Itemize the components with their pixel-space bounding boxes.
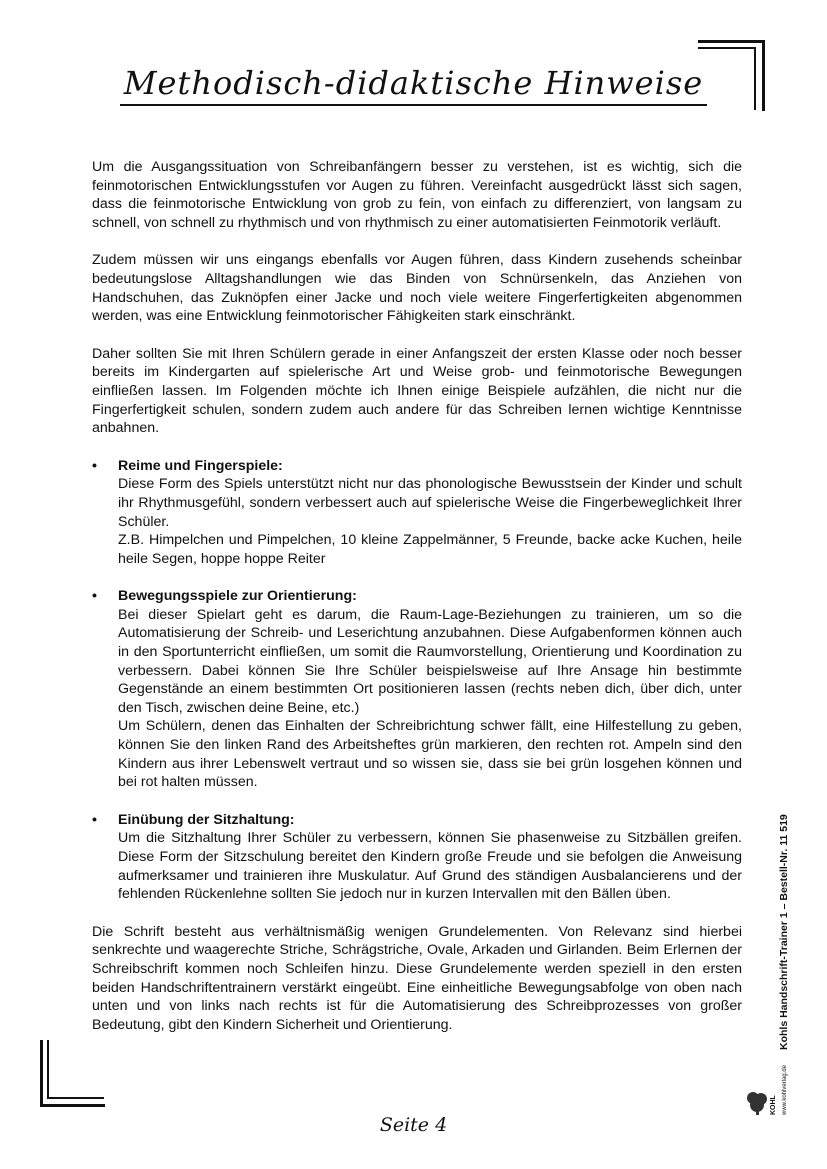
bullet-item-sitzhaltung xyxy=(92,811,742,904)
bullet-text: Diese Form des Spiels unterstützt nicht nur das phonologische Bewusstsein der Kinder und schult ihr Rhythmusgefühl, sondern verbessert auch auf spielerische Weise die Fingerbeweglichkeit Ihrer Schüler. xyxy=(118,476,742,530)
publisher-url: www.kohlverlag.de xyxy=(782,1064,788,1115)
bullet-marker: • xyxy=(92,457,97,474)
paragraph-3: Daher sollten Sie mit Ihren Schülern gerade in einer Anfangszeit der ersten Klasse oder noch besser bereits im Kindergarten auf spielerische Art und Weise grob- und feinmotorische Bewegungen einfließen lassen. Im Folgenden möchte ich Ihnen einige Beispiele aufzählen, die nicht nur die Fingerfertigkeit schulen, sondern zudem auch andere für das Schreiben lernen wichtige Kenntnisse anbahnen. xyxy=(92,345,742,437)
bullet-item-reime xyxy=(92,457,742,569)
paragraph-2: Zudem müssen wir uns eingangs ebenfalls vor Augen führen, dass Kindern zusehends scheinbar bedeutungslose Alltagshandlungen wie das Binden von Schnürsenkeln, das Anziehen von Handschuhen, das Zuknöpfen einer Jacke und noch viele weitere Fingerfertigkeiten abgenommen werden, was eine Entwicklung feinmotorischer Fähigkeiten stark einschränkt. xyxy=(92,252,742,325)
bullet-heading: Bewegungsspiele zur Orientierung: xyxy=(118,588,357,605)
tree-icon xyxy=(744,1089,770,1115)
bullet-extra: Z.B. Himpelchen und Pimpelchen, 10 kleine Zappelmänner, 5 Freunde, backe acke Kuchen, heile heile Segen, hoppe hoppe Reiter xyxy=(118,532,742,567)
bullet-item-bewegung xyxy=(92,587,742,792)
publisher-logo xyxy=(742,1045,792,1120)
paragraph-1: Um die Ausgangssituation von Schreibanfängern besser zu verstehen, ist es wichtig, sich die feinmotorischen Entwicklungsstufen vor Augen zu führen. Vereinfacht ausgedrückt lässt sich sagen, dass die feinmotorische Entwicklung von grob zu fein, von einfach zu differenziert, von langsam zu schnell, von schnell zu rhythmisch und von rhythmisch zu einer automatisierten Feinmotorik verläuft. xyxy=(92,159,742,231)
bullet-extra: Um Schülern, denen das Einhalten der Schreibrichtung schwer fällt, eine Hilfestellung zu geben, können Sie den linken Rand des Arbeitsheftes grün markieren, den rechten rot. Ampeln sind den Kindern aus ihrer Lebenswelt vertraut und so wissen sie, dass sie bei grün losgehen können und bei rot halten müssen. xyxy=(118,718,742,791)
closing-paragraph: Die Schrift besteht aus verhältnismäßig wenigen Grundelementen. Von Relevanz sind hierbei senkrechte und waagerechte Striche, Schrägstriche, Ovale, Arkaden und Girlanden. Beim Erlernen der Schreibschrift kommen noch Schleifen hinzu. Diese Grundelemente werden speziell in den ersten beiden Handschriftentrainern verstärkt eingeübt. Eine einheitliche Bewegungsabfolge von oben nach unten und von links nach rechts ist für die Automatisierung des Schreibprozesses von großer Bedeutung, gibt den Kindern Sicherheit und Orientierung. xyxy=(92,923,742,1033)
page-number: Seite 4 xyxy=(379,1114,448,1136)
bullet-marker: • xyxy=(92,811,97,828)
bullet-heading: Reime und Fingerspiele: xyxy=(118,457,283,474)
bullet-marker: • xyxy=(92,588,97,605)
page-title: Methodisch-didaktische Hinweise xyxy=(0,64,827,102)
publisher-name: KOHL xyxy=(770,1095,777,1115)
document-body xyxy=(92,158,742,1053)
bullet-text: Um die Sitzhaltung Ihrer Schüler zu verbessern, können Sie phasenweise zu Sitzbällen greifen. Diese Form der Sitzschulung bereitet den Kindern große Freude und sie befolgen die Anweisung aufmerksamer und trainieren ihre Muskulatur. Auf Grund des ständigen Ausbalancierens und der fehlenden Rückenlehne sollten Sie jedoch nur in kurzen Intervallen mit den Bällen üben. xyxy=(118,830,742,903)
bullet-text: Bei dieser Spielart geht es darum, die Raum-Lage-Beziehungen zu trainieren, um so die Automatisierung der Schreib- und Leserichtung anzubahnen. Diese Aufgabenformen können auch in den Sportunterricht einfließen, um somit die Raumvorstellung, Orientierung und Koordination zu verbessern. Dabei können Sie Ihre Schüler beispielsweise auf Ihre Ansage hin bestimmte Gegenstände an einem bestimmten Ort positionieren lassen (rechts neben dich, über dich, unter den Tisch, zwischen deine Beine, etc.) xyxy=(118,606,742,716)
bullet-heading: Einübung der Sitzhaltung: xyxy=(118,811,295,828)
product-sidebar-label: Kohls Handschrift-Trainer 1 – Bestell-Nr. 11 519 xyxy=(778,814,790,1050)
